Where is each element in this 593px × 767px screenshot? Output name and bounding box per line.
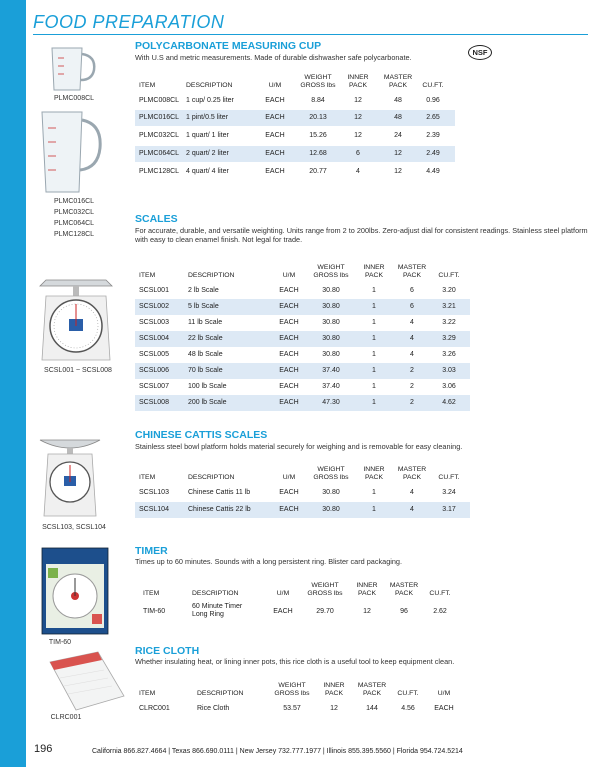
caption-timer: TIM-60 [48,639,72,646]
col-header-master-pack: MASTER PACK [397,466,427,481]
caption-plmc128cl: PLMC128CL [53,231,95,238]
col-header-cuft: CU.FT. [438,474,460,481]
table-row: SCSL002 5 lb Scale EACH 30.80 1 6 3.21 [135,299,470,315]
table-row: SCSL006 70 lb Scale EACH 37.40 1 2 3.03 [135,363,470,379]
table-row: PLMC008CL 1 cup/ 0.25 liter EACH 8.84 12 48 0.96 [139,97,440,104]
section-desc-scales: For accurate, durable, and versatile weighting. Units range from 2 to 200lbs. Zero-adjust dial for consistent readings. Stainless steel platform with easy to clean enamel finish. Not legal for trade. [135,226,588,244]
col-header-item: ITEM [139,474,156,481]
table-row: CLRC001 Rice Cloth 53.57 12 144 4.56 EACH [139,705,454,712]
rice-cloth-package-image [46,650,128,712]
footer-contact-numbers: California 866.827.4664 | Texas 866.690.0111 | New Jersey 732.777.1977 | Illinois 855.395.5560 | Florida 954.724.5214 [92,748,463,755]
col-header-inner-pack: INNER PACK [363,264,385,279]
page-sidebar-bar [0,0,26,767]
col-header-weight: WEIGHT GROSS lbs [313,264,349,279]
caption-plmc016cl: PLMC016CL [53,198,95,205]
col-header-description: DESCRIPTION [188,272,235,279]
col-header-weight: WEIGHT GROSS lbs [307,582,343,597]
table-row: SCSL001 2 lb Scale EACH 30.80 1 6 3.20 [139,287,456,294]
section-desc-measuring-cup: With U.S and metric measurements. Made of durable dishwasher safe polycarbonate. [135,53,412,62]
col-header-um: U/M [437,690,451,697]
col-header-um: U/M [276,590,290,597]
col-header-description: DESCRIPTION [197,690,244,697]
large-measuring-cup-image [36,108,106,194]
col-header-cuft: CU.FT. [438,272,460,279]
col-header-inner-pack: INNER PACK [356,582,378,597]
col-header-item: ITEM [139,272,156,279]
col-header-inner-pack: INNER PACK [363,466,385,481]
cattis-scale-image [38,432,102,520]
table-row: SCSL008 200 lb Scale EACH 47.30 1 2 4.62 [135,395,470,411]
table-row: SCSL103 Chinese Cattis 11 lb EACH 30.80 1 4 3.24 [139,489,456,496]
col-header-description: DESCRIPTION [188,474,235,481]
page-title: FOOD PREPARATION [33,12,225,32]
section-title-chinese-cattis-scales: CHINESE CATTIS SCALES [135,429,268,441]
col-header-cuft: CU.FT. [397,690,419,697]
col-header-weight: WEIGHT GROSS lbs [313,466,349,481]
title-rule [33,34,588,35]
col-header-item: ITEM [139,690,156,697]
caption-cattis: SCSL103, SCSL104 [42,524,106,531]
caption-rice-cloth: CLRC001 [50,714,82,721]
col-header-master-pack: MASTER PACK [357,682,387,697]
table-row: SCSL005 48 lb Scale EACH 30.80 1 4 3.26 [139,351,456,358]
table-row: SCSL007 100 lb Scale EACH 37.40 1 2 3.06 [139,383,456,390]
col-header-um: U/M [282,272,296,279]
col-header-weight: WEIGHT GROSS lbs [274,682,310,697]
section-desc-timer: Times up to 60 minutes. Sounds with a long persistent ring. Blister card packaging. [135,557,403,566]
col-header-description: DESCRIPTION [192,590,239,597]
table-row: PLMC032CL 1 quart/ 1 liter EACH 15.26 12 24 2.39 [139,132,440,139]
table-row: PLMC016CL 1 pint/0.5 liter EACH 20.13 12 48 2.65 [135,110,455,126]
dial-scale-image [36,276,116,364]
small-measuring-cup-image [44,42,100,94]
col-header-cuft: CU.FT. [429,590,451,597]
col-header-master-pack: MASTER PACK [397,264,427,279]
section-desc-chinese-cattis-scales: Stainless steel bowl platform holds material securely for weighing and is removable for easy cleaning. [135,442,463,451]
table-row: SCSL104 Chinese Cattis 22 lb EACH 30.80 1 4 3.17 [135,502,470,518]
caption-scales: SCSL001 ~ SCSL008 [44,367,112,374]
table-row: TIM-60 60 Minute Timer Long Ring EACH 29.70 12 96 2.62 [143,603,447,618]
table-row: SCSL004 22 lb Scale EACH 30.80 1 4 3.29 [135,331,470,347]
col-header-master-pack: MASTER PACK [389,582,419,597]
table-row: SCSL003 11 lb Scale EACH 30.80 1 4 3.22 [139,319,456,326]
section-title-rice-cloth: RICE CLOTH [135,645,200,657]
section-title-scales: SCALES [135,213,178,225]
section-title-timer: TIMER [135,545,168,557]
col-header-master-pack: MASTER PACK [383,74,413,89]
section-desc-rice-cloth: Whether insulating heat, or lining inner pots, this rice cloth is a useful tool to keep equipment clean. [135,657,455,666]
col-header-um: U/M [282,474,296,481]
caption-plmc032cl: PLMC032CL [53,209,95,216]
timer-package-image [40,546,110,636]
section-title-measuring-cup: POLYCARBONATE MEASURING CUP [135,40,322,52]
col-header-inner-pack: INNER PACK [347,74,369,89]
col-header-weight: WEIGHT GROSS lbs [300,74,336,89]
col-header-item: ITEM [143,590,160,597]
col-header-cuft: CU.FT. [422,82,444,89]
caption-plmc064cl: PLMC064CL [53,220,95,227]
col-header-description: DESCRIPTION [186,82,233,89]
caption-plmc008cl: PLMC008CL [53,95,95,102]
table-row: PLMC064CL 2 quart/ 2 liter EACH 12.68 6 12 2.49 [135,146,455,162]
col-header-inner-pack: INNER PACK [323,682,345,697]
nsf-badge: NSF [468,45,492,60]
table-row: PLMC128CL 4 quart/ 4 liter EACH 20.77 4 12 4.49 [139,168,440,175]
col-header-item: ITEM [139,82,156,89]
page-number: 196 [34,743,53,755]
col-header-um: U/M [268,82,282,89]
